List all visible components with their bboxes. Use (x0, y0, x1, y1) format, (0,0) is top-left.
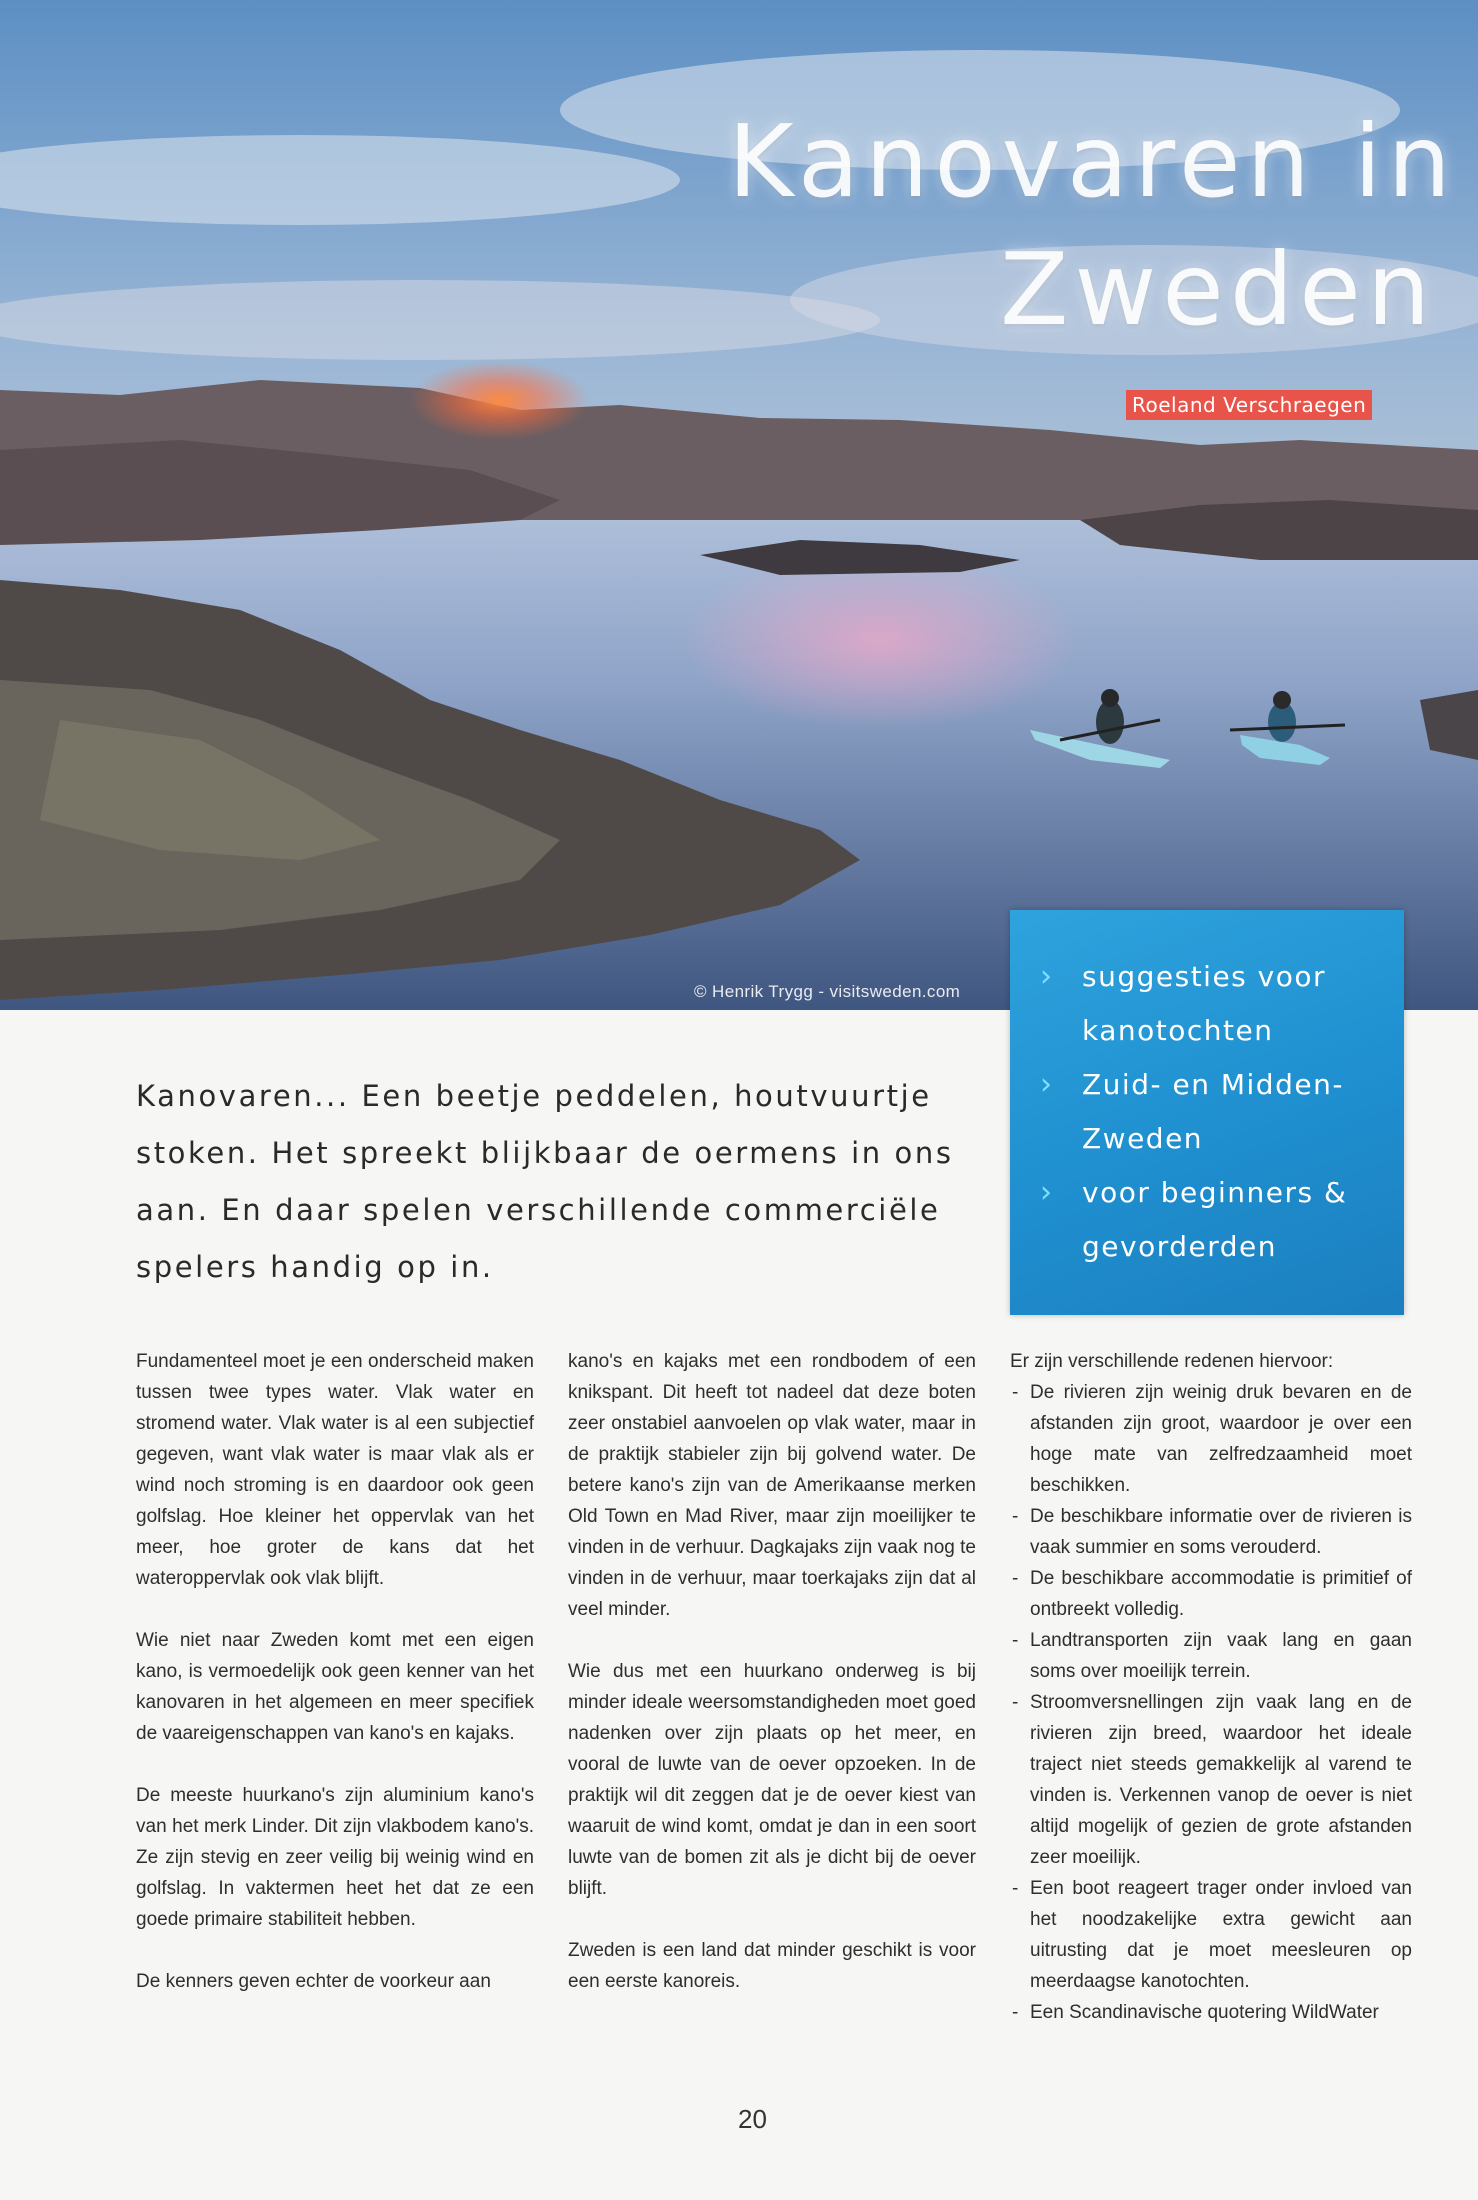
highlights-box (1010, 910, 1404, 1315)
article-title-line-1: Kanovaren in (728, 103, 1457, 220)
chevron-right-icon: › (1040, 959, 1054, 994)
highlight-item: › voor beginners & gevorderden (1040, 1166, 1378, 1274)
photo-credit: © Henrik Trygg - visitsweden.com (694, 982, 961, 1001)
reason-item: - Stroomversnellingen zijn vaak lang en de rivieren zijn breed, waardoor het ideale traject niet steeds gemakkelijk al varend te vinden is. Verkennen vanop de oever is niet altijd mogelijk of gezien de grote afstanden zeer moeilijk. (1010, 1687, 1412, 1873)
page-number: 20 (738, 2104, 767, 2134)
body-paragraph: De kenners geven echter de voorkeur aan (136, 1971, 491, 1992)
reasons-list (1010, 1377, 1412, 2028)
body-paragraph: kano's en kajaks met een rondbodem of een knikspant. Dit heeft tot nadeel dat deze boten zeer onstabiel aanvoelen op vlak water, maar in de praktijk stabieler zijn bij golvend water. De betere kano's zijn van de Amerikaanse merken Old Town en Mad River, maar zijn moeilijker te vinden in de verhuur. Dagkajaks zijn vaak nog te vinden in de verhuur, maar toerkajaks zijn dat al veel minder. (568, 1351, 976, 1620)
reason-item: - De rivieren zijn weinig druk bevaren en de afstanden zijn groot, waardoor je over een hoge mate van zelfredzaamheid moet beschikken. (1010, 1377, 1412, 1501)
body-column-1 (136, 1346, 534, 2028)
highlight-item: › suggesties voor kanotochten (1040, 950, 1378, 1058)
body-paragraph: Wie dus met een huurkano onderweg is bij minder ideale weersomstandigheden moet goed nadenken over zijn plaats op het meer, en vooral de luwte van de oever opzoeken. In de praktijk wil dit zeggen dat je de oever kiest van waaruit de wind komt, omdat je dan in een soort luwte van de bomen zit als je dicht bij de oever blijft. (568, 1661, 976, 1899)
body-paragraph: Wie niet naar Zweden komt met een eigen kano, is vermoedelijk ook geen kenner van het kanovaren in het algemeen en meer specifiek de vaareigenschappen van kano's en kajaks. (136, 1630, 534, 1744)
body-column-2 (568, 1346, 976, 2028)
author-badge: Roeland Verschraegen (1126, 390, 1372, 420)
reason-item: - Een Scandinavische quotering WildWater (1010, 1997, 1412, 2028)
body-paragraph: Zweden is een land dat minder geschikt is voor een eerste kanoreis. (568, 1940, 976, 1992)
body-column-3 (1010, 1346, 1412, 2028)
reason-item: - Een boot reageert trager onder invloed van het noodzakelijke extra gewicht aan uitrusting dat je moet meesleuren op meerdaagse kanotochten. (1010, 1873, 1412, 1997)
hero-photo (0, 0, 1478, 1010)
body-paragraph: Fundamenteel moet je een onderscheid maken tussen twee types water. Vlak water en stromend water. Vlak water is al een subjectief gegeven, want vlak water is maar vlak als er wind noch stroming is en daardoor ook geen golfslag. Hoe kleiner het oppervlak van het meer, hoe groter de kans dat het wateroppervlak ook vlak blijft. (136, 1351, 534, 1589)
chevron-right-icon: › (1040, 1067, 1054, 1102)
body-paragraph: De meeste huurkano's zijn aluminium kano's van het merk Linder. Dit zijn vlakbodem kano's. Ze zijn stevig en zeer veilig bij weinig wind en golfslag. In vaktermen heet het dat ze een goede primaire stabiliteit hebben. (136, 1785, 534, 1930)
reason-item: - De beschikbare informatie over de rivieren is vaak summier en soms verouderd. (1010, 1501, 1412, 1563)
highlights-list (1040, 950, 1378, 1274)
intro-paragraph: Kanovaren... Een beetje peddelen, houtvuurtje stoken. Het spreekt blijkbaar de oermens in ons aan. En daar spelen verschillende commerciële spelers handig op in. (136, 1079, 954, 1284)
reasons-lead: Er zijn verschillende redenen hiervoor: (1010, 1351, 1334, 1372)
article-title-line-2: Zweden (1000, 231, 1437, 348)
reason-item: - De beschikbare accommodatie is primitief of ontbreekt volledig. (1010, 1563, 1412, 1625)
chevron-right-icon: › (1040, 1175, 1054, 1210)
highlight-item: › Zuid- en Midden-Zweden (1040, 1058, 1378, 1166)
reason-item: - Landtransporten zijn vaak lang en gaan soms over moeilijk terrein. (1010, 1625, 1412, 1687)
